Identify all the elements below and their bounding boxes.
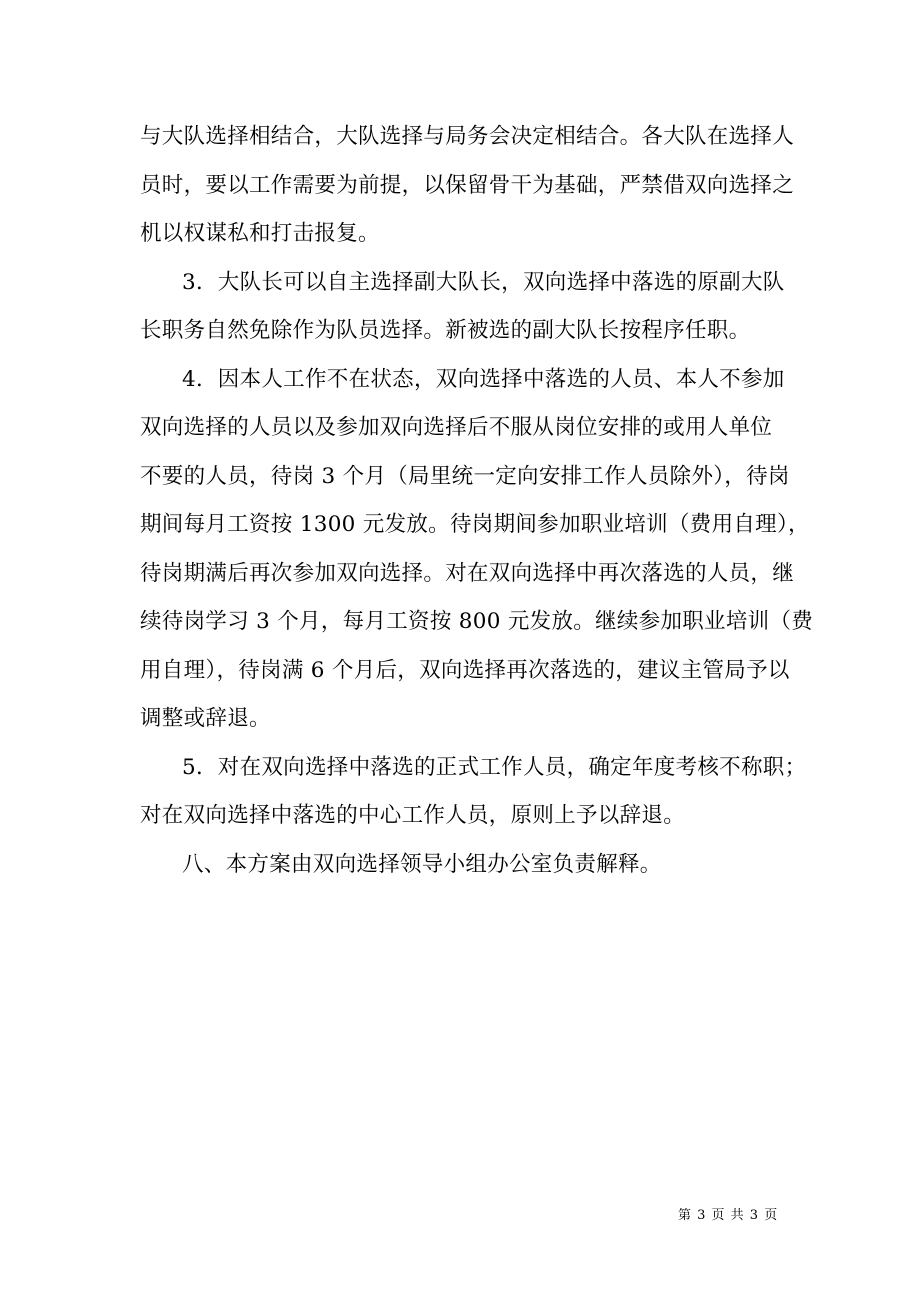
paragraph-line: 待岗期满后再次参加双向选择。对在双向选择中再次落选的人员，继 [140, 561, 795, 586]
paragraph-line: 对在双向选择中落选的中心工作人员，原则上予以辞退。 [140, 803, 686, 828]
page-number-footer: 第 3 页 共 3 页 [678, 1208, 779, 1223]
paragraph-line: 续待岗学习 3 个月，每月工资按 800 元发放。继续参加职业培训（费 [140, 609, 814, 634]
paragraph-line: 机以权谋私和打击报复。 [140, 221, 380, 246]
paragraph-line: 八、本方案由双向选择领导小组办公室负责解释。 [182, 852, 662, 877]
paragraph-line: 3．大队长可以自主选择副大队长，双向选择中落选的原副大队 [182, 270, 785, 295]
paragraph-line: 长职务自然免除作为队员选择。新被选的副大队长按程序任职。 [140, 318, 751, 343]
paragraph-line: 期间每月工资按 1300 元发放。待岗期间参加职业培训（费用自理）， [140, 512, 810, 537]
paragraph-line: 不要的人员，待岗 3 个月（局里统一定向安排工作人员除外），待岗 [140, 464, 790, 489]
paragraph-line: 5．对在双向选择中落选的正式工作人员，确定年度考核不称职； [182, 755, 807, 780]
paragraph-line: 调整或辞退。 [140, 706, 271, 731]
paragraph-line: 员时，要以工作需要为前提，以保留骨干为基础，严禁借双向选择之 [140, 173, 795, 198]
paragraph-line: 4．因本人工作不在状态，双向选择中落选的人员、本人不参加 [182, 367, 785, 392]
paragraph-line: 用自理），待岗满 6 个月后，双向选择再次落选的，建议主管局予以 [140, 658, 790, 683]
paragraph-line: 双向选择的人员以及参加双向选择后不服从岗位安排的或用人单位 [140, 415, 773, 440]
paragraph-line: 与大队选择相结合，大队选择与局务会决定相结合。各大队在选择人 [140, 124, 795, 149]
